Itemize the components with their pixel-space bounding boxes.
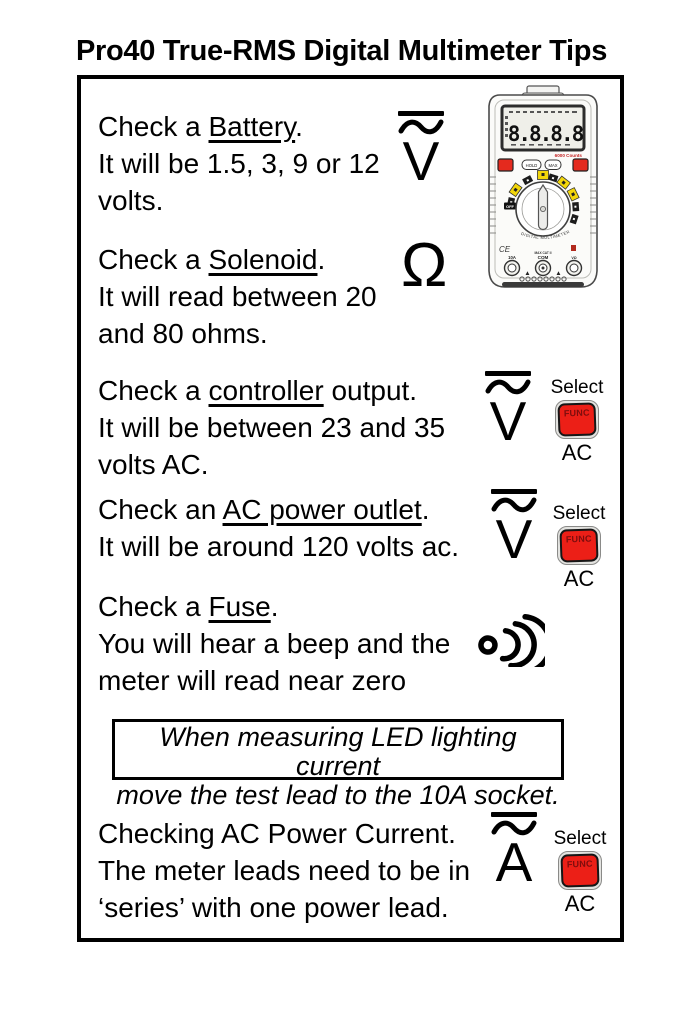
- multimeter-drawing: [485, 85, 601, 289]
- acdc-current-symbol: [488, 812, 540, 893]
- red-left-button-icon: [498, 159, 513, 171]
- red-right-button-icon: [573, 159, 588, 171]
- led-current-note: When measuring LED lighting current move the test lead to the 10A socket.: [112, 719, 564, 780]
- acdc-voltage-symbol: [395, 111, 447, 192]
- underlined-term: AC power outlet: [222, 494, 422, 525]
- select-func-widget: [546, 503, 612, 591]
- max-label: MAX: [548, 163, 558, 168]
- volt-letter: V: [402, 130, 440, 192]
- brand-text: DIGITAL MULTIMETER: [520, 228, 571, 241]
- volt-letter: V: [495, 508, 533, 570]
- page-title: Pro40 True-RMS Digital Multimeter Tips: [75, 35, 608, 67]
- tip-solenoid: Check a Solenoid. It will read between 20 and 80 ohms.: [98, 244, 377, 349]
- jack-10a-label: 10A: [508, 255, 516, 260]
- ce-mark: CE: [499, 245, 511, 254]
- hold-label: HOLD: [525, 163, 538, 168]
- ac-mode-label: AC: [564, 891, 596, 916]
- func-button-icon: FUNC: [557, 526, 601, 565]
- underlined-term: Fuse: [208, 591, 271, 622]
- func-button-icon: FUNC: [558, 851, 602, 890]
- tip-battery: Check a Battery. It will be 1.5, 3, 9 or 12 volts.: [98, 111, 380, 216]
- cat-label: MAX CAT II: [534, 251, 552, 255]
- select-label: Select: [553, 828, 607, 849]
- underlined-term: Battery: [208, 111, 296, 142]
- dc-bar-icon: [398, 111, 444, 116]
- ac-mode-label: AC: [563, 566, 595, 591]
- input-jacks: [505, 261, 582, 278]
- volt-letter: V: [489, 390, 527, 452]
- multimeter-illustration: [485, 85, 601, 294]
- ampere-letter: A: [495, 831, 533, 893]
- ac-mode-label: AC: [561, 440, 593, 465]
- select-func-widget: [547, 828, 613, 916]
- tip-fuse: Check a Fuse. You will hear a beep and the meter will read near zero: [98, 591, 451, 696]
- svg-text:▲: ▲: [524, 270, 531, 277]
- tip-ac-outlet: Check an AC power outlet. It will be around 120 volts ac.: [98, 494, 460, 562]
- ohm-symbol: Ω: [401, 231, 448, 300]
- dc-bar-icon: [491, 489, 537, 494]
- underlined-term: controller: [208, 375, 324, 406]
- dc-bar-icon: [485, 371, 531, 376]
- jack-com-label: COM: [537, 255, 549, 260]
- func-button-icon: FUNC: [555, 400, 599, 439]
- lcd-digits: 8.8.8.8: [507, 122, 583, 146]
- tip-controller: Check a controller output. It will be between 23 and 35 volts AC.: [98, 375, 446, 480]
- counts-label: 6000 Counts: [554, 153, 582, 158]
- dc-bar-icon: [491, 812, 537, 817]
- tip-ac-current: Checking AC Power Current. The meter leads need to be in ‘series’ with one power lead.: [98, 818, 471, 923]
- acdc-voltage-symbol: [488, 489, 540, 570]
- select-label: Select: [550, 377, 604, 398]
- svg-text:▲: ▲: [555, 270, 562, 277]
- select-label: Select: [552, 503, 606, 524]
- content-frame: [77, 75, 624, 942]
- jack-right-label: VΩ: [571, 256, 577, 260]
- off-label: OFF: [506, 203, 514, 209]
- acdc-voltage-symbol: [482, 371, 534, 452]
- select-func-widget: [544, 377, 610, 465]
- underlined-term: Solenoid: [208, 244, 318, 275]
- continuity-beeper-icon: [477, 607, 545, 667]
